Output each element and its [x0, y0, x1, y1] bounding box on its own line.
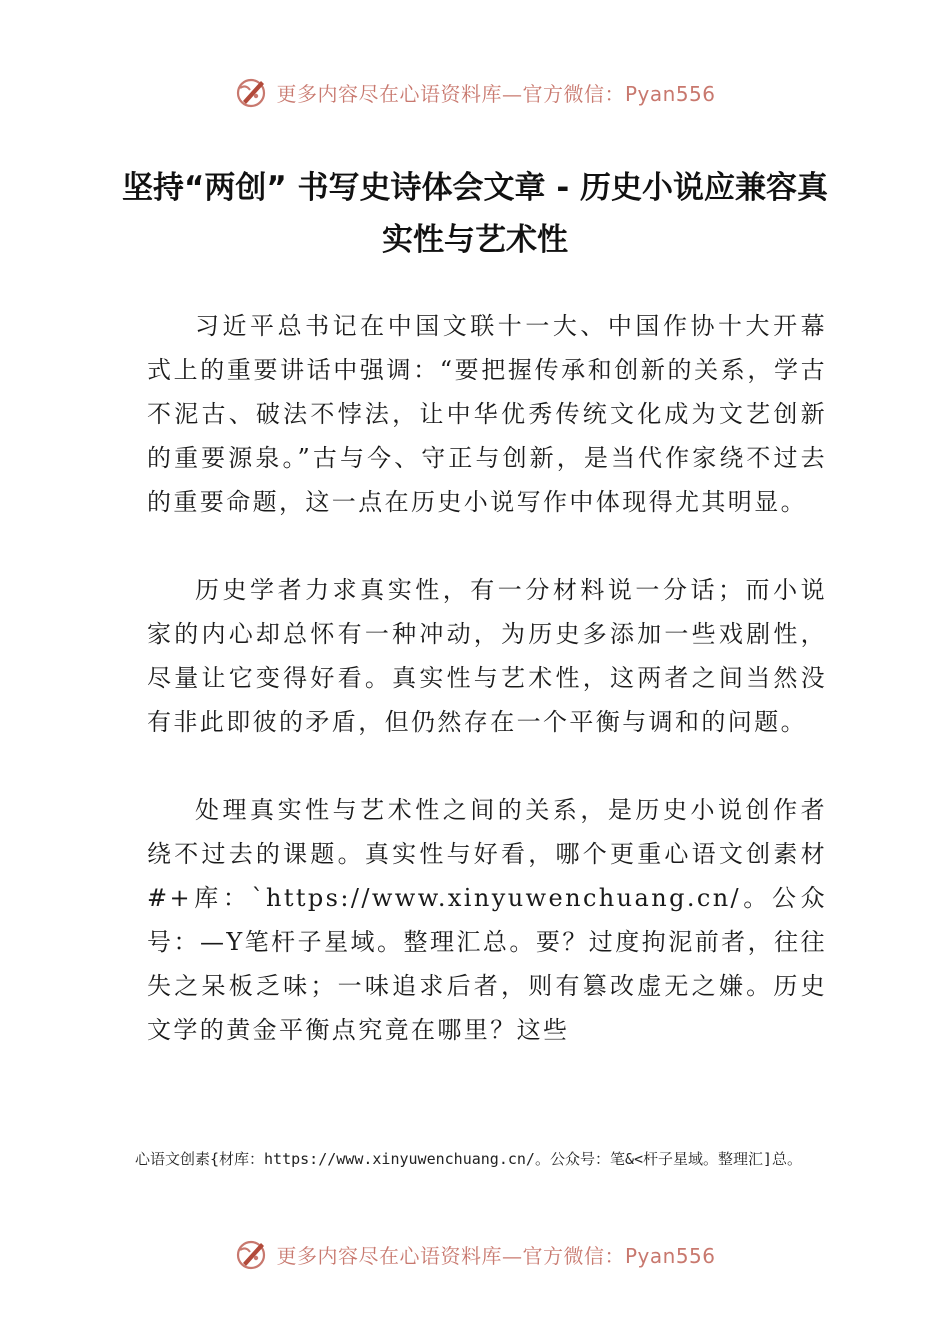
header-banner-separator: —	[501, 81, 523, 106]
header-banner-text	[276, 78, 715, 107]
header-banner-inner	[234, 74, 715, 110]
header-banner-suffix: 官方微信：	[522, 81, 625, 106]
source-footnote: 心语文创素{材库：https://www.xinyuwenchuang.cn/。公众号：笔&<杆子星域。整理汇]总。	[135, 1150, 803, 1168]
footer-banner-inner	[234, 1236, 715, 1272]
footer-banner-separator: —	[501, 1243, 523, 1268]
header-banner	[0, 70, 950, 114]
footer-banner-handle: Pyan556	[624, 1243, 716, 1268]
footer-banner-suffix: 官方微信：	[522, 1243, 625, 1268]
header-banner-slogan: 更多内容尽在心语资料库	[276, 81, 502, 106]
paragraph-1: 习近平总书记在中国文联十一大、中国作协十大开幕式上的重要讲话中强调：“要把握传承和创新的关系，学古不泥古、破法不悖法，让中华优秀传统文化成为文艺创新的重要源泉。”古与今、守正与创新，是当代作家绕不过去的重要命题，这一点在历史小说写作中体现得尤其明显。	[147, 312, 827, 516]
pen-nib-logo-icon	[234, 1236, 270, 1272]
document-title: 坚持“两创” 书写史诗体会文章 - 历史小说应兼容真实性与艺术性	[122, 170, 828, 258]
footer-banner-text	[276, 1240, 715, 1269]
header-banner-handle: Pyan556	[624, 81, 716, 106]
footer-banner-slogan: 更多内容尽在心语资料库	[276, 1243, 502, 1268]
document-body	[147, 304, 827, 1052]
paragraph-2: 历史学者力求真实性，有一分材料说一分话；而小说家的内心却总怀有一种冲动，为历史多添加一些戏剧性，尽量让它变得好看。真实性与艺术性，这两者之间当然没有非此即彼的矛盾，但仍然存在一个平衡与调和的问题。	[147, 576, 827, 736]
footer-banner	[0, 1232, 950, 1276]
paragraph-3: 处理真实性与艺术性之间的关系，是历史小说创作者绕不过去的课题。真实性与好看，哪个更重心语文创素材#+库：`https://www.xinyuwenchuang.cn/。公众号：—Y笔杆子星域。整理汇总。要？过度拘泥前者，往往失之呆板乏味；一味追求后者，则有篡改虚无之嫌。历史文学的黄金平衡点究竟在哪里？这些	[147, 796, 827, 1044]
pen-nib-logo-icon	[234, 74, 270, 110]
